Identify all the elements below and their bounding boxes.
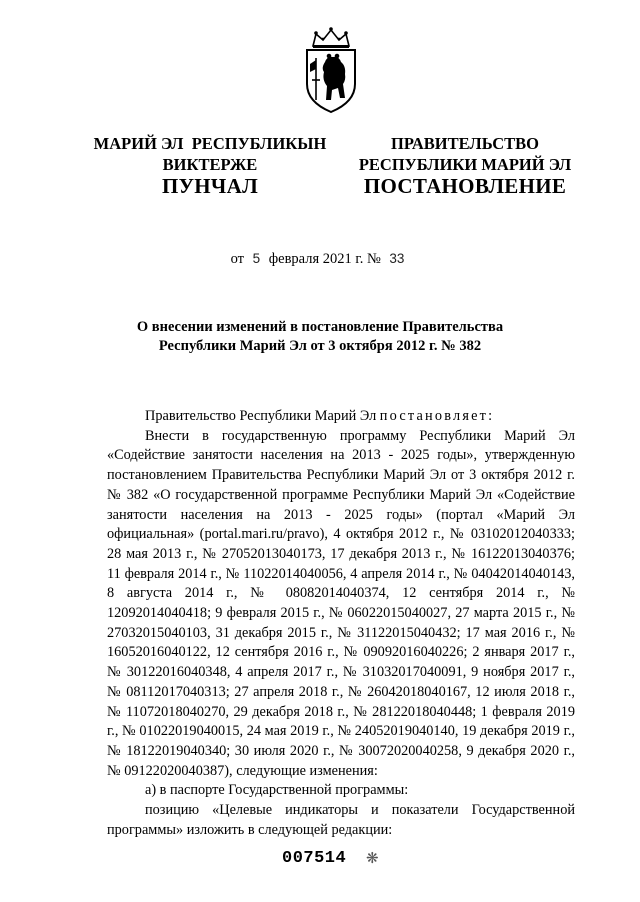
main-paragraph: Внести в государственную программу Республики Марий Эл «Содействие занятости населения на 2013 - 2025 годы», утвержденную постановлением Правительства Республики Марий Эл от 3 октября 2012 г. № 382 «О государственной программе Республики Марий Эл «Содействие занятости населения на 2013 - 2025 годы» (портал «Марий Эл официальная» (portal.mari.ru/pravo), 4 октября 2012 г., № 03102012040333; 28 мая 2013 г., № 27052013040173, 17 декабря 2013 г., № 16122013040376; 11 февраля 2014 г., № 11022014040056, 4 апреля 2014 г., № 04042014040143, 8 августа 2014 г., № 08082014040374, 12 сентября 2014 г., № 12092014040418; 9 февраля 2015 г., № 06022015040027, 27 марта 2015 г., № 27032015040103, 31 декабря 2015 г., № 31122015040432; 17 мая 2016 г., № 16052016040122, 12 сентября 2016 г., № 09092016040226; 2 января 2017 г., № 30122016040348, 4 апреля 2017 г., № 31032017040091, 9 ноября 2017 г., № 08112017040313; 27 апреля 2018 г., № 26042018040167, 12 июля 2018 г., № 11072018040270, 29 декабря 2018 г., № 28122018040448; 1 февраля 2019 г., № 01022019040015, 24 мая 2019 г., № 24052019040140, 19 декабря 2019 г., № 18122019040340; 30 июля 2020 г., № 30072020040258, 9 декабря 2020 г., № 09122020040387), следующие изменения: bbox=[107, 427, 575, 779]
intro-paragraph bbox=[107, 407, 575, 427]
coat-of-arms-icon bbox=[299, 22, 363, 114]
doc-type-russian: ПОСТАНОВЛЕНИЕ bbox=[363, 174, 567, 198]
intro-text: Правительство Республики Марий Эл bbox=[145, 408, 380, 424]
item-a-paragraph: а) в паспорте Государственной программы: bbox=[145, 782, 409, 799]
header-russian-line2: РЕСПУБЛИКИ МАРИЙ ЭЛ bbox=[358, 155, 572, 174]
date-prefix: от bbox=[230, 251, 244, 267]
date-day: 5 bbox=[252, 251, 261, 266]
position-paragraph: позицию «Целевые индикаторы и показатели Государственной программы» изложить в следующей редакции: bbox=[107, 802, 575, 838]
date-line bbox=[0, 251, 640, 268]
document-body bbox=[107, 407, 575, 840]
doc-type-mari: ПУНЧАЛ bbox=[161, 174, 259, 198]
date-month-year: февраля 2021 г. № bbox=[268, 251, 381, 267]
header-mari-line2: ВИКТЕРЖЕ bbox=[162, 155, 258, 174]
document-number: 33 bbox=[389, 251, 405, 266]
title-line2: Республики Марий Эл от 3 октября 2012 г. № 382 bbox=[158, 338, 482, 354]
header-mari-line1: МАРИЙ ЭЛ РЕСПУБЛИКЫН bbox=[93, 134, 327, 153]
serial-number: 007514 bbox=[282, 849, 347, 868]
intro-decree-word: постановляет: bbox=[379, 408, 495, 424]
title-line1: О внесении изменений в постановление Правительства bbox=[136, 319, 504, 335]
header-russian-block bbox=[345, 133, 585, 175]
header-russian-line1: ПРАВИТЕЛЬСТВО bbox=[391, 134, 539, 153]
star-mark-icon: ❋ bbox=[366, 851, 379, 867]
header-mari-block bbox=[70, 133, 350, 175]
document-title bbox=[60, 318, 580, 356]
